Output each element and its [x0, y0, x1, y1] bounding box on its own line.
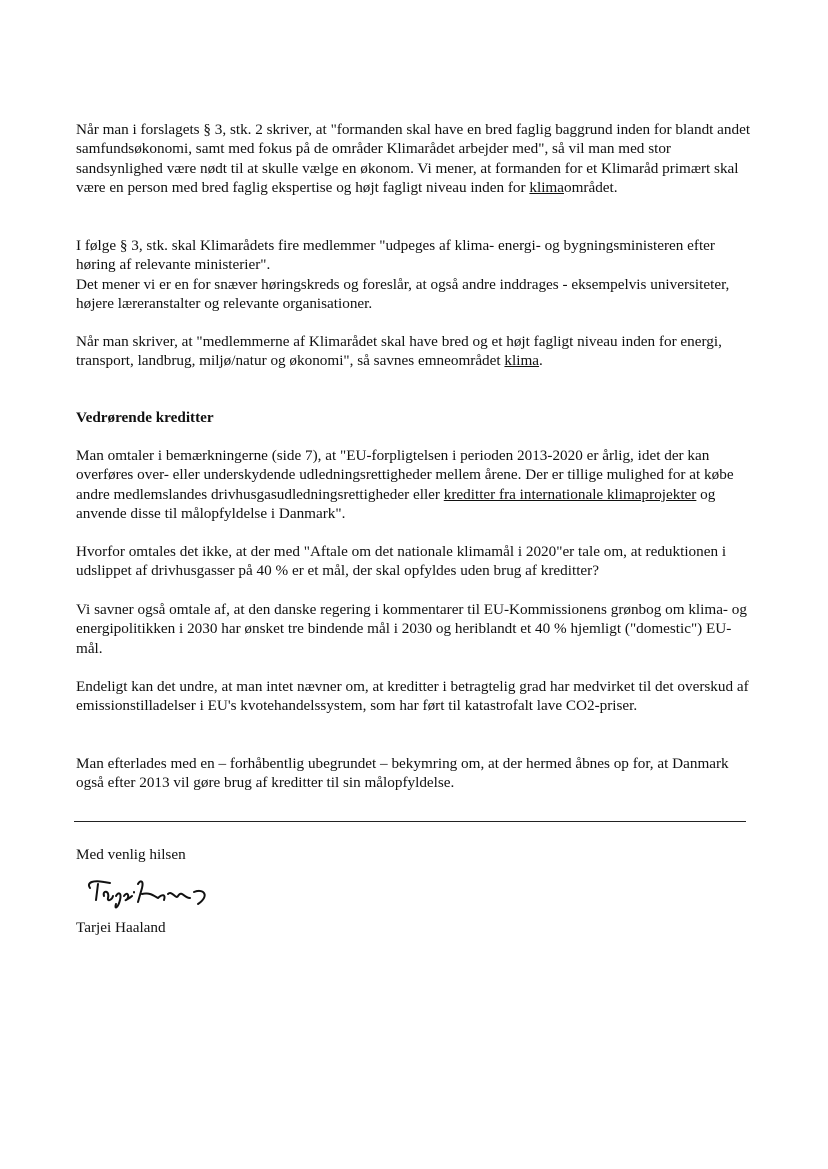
paragraph-hvorfor: Hvorfor omtales det ikke, at der med "Aftale om det nationale klimamål i 2020"er tale om, at reduktionen i udslippet af drivhusgasser på 40 % er et mål, der skal opfyldes uden brug af kreditter?: [76, 543, 727, 580]
signatory-name: Tarjei Haaland: [76, 919, 166, 936]
paragraph-line: Det mener vi er en for snæver høringskreds og foreslår, at også andre inddrages - eksempelvis universiteter, højere læreranstalter og relevante organisationer.: [76, 275, 730, 313]
underlined-phrase-kreditter: kreditter fra internationale klimaprojekter: [443, 485, 697, 503]
paragraph-text: Når man i forslagets § 3, stk. 2 skriver, at "formanden skal have en bred faglig baggrund inden for blandt andet samfundsøkonomi, samt med fokus på de områder Klimarådet arbejder med", så vil man med stor sandsynlighed være nødt til at skulle vælge en økonom. Vi mener, at formanden for et Klimaråd primært skal være en person med bred faglig ekspertise og højt fagligt niveau inden for: [76, 121, 751, 197]
paragraph-text: området.: [563, 179, 618, 197]
closing-greeting: Med venlig hilsen: [76, 846, 186, 863]
paragraph-groenbog: Vi savner også omtale af, at den danske regering i kommentarer til EU-Kommissionens grønbog om klima- og energipolitikken i 2030 har ønsket tre bindende mål i 2030 og heriblandt et 40 % hjemligt ("domestic") EU-mål.: [76, 601, 747, 657]
paragraph-text: .: [539, 352, 543, 370]
underlined-word-klima: klima: [504, 352, 540, 370]
underlined-word-klima: klima: [529, 179, 564, 197]
paragraph-kvotehandel: Endeligt kan det undre, at man intet nævner om, at kreditter i betragtelig grad har medvirket til det overskud af emissionstilladelser i EU's kvotehandelssystem, som har ført til katastrofalt lave CO2-priser.: [76, 678, 749, 715]
paragraph-formand: [76, 120, 756, 198]
paragraph-line: I følge § 3, stk. skal Klimarådets fire medlemmer "udpeges af klima- energi- og bygningsministeren efter høring af relevante ministerier".: [76, 237, 715, 274]
paragraph-text: Man omtaler i bemærkningerne (side 7), at "EU-forpligtelsen i perioden 2013-2020 er årlig, idet der kan overføres over- eller underskydende udledningsrettigheder mellem årene. Der er tillige mulighed for at købe andre medlemslandes drivhusgasudledningsrettigheder eller: [76, 447, 734, 503]
paragraph-bekymring: Man efterlades med en – forhåbentlig ubegrundet – bekymring om, at der hermed åbnes op for, at Danmark også efter 2013 vil gøre brug af kreditter til sin målopfyldelse.: [76, 755, 729, 792]
paragraph-text: Når man skriver, at "medlemmerne af Klimarådet skal have bred og et højt fagligt niveau inden for energi, transport, landbrug, miljø/natur og økonomi", så savnes emneområdet: [76, 333, 722, 370]
paragraph-bemaerkninger: [76, 446, 756, 524]
handwritten-signature: [80, 876, 220, 916]
horizontal-divider: [74, 821, 746, 822]
paragraph-text: og anvende disse til målopfyldelse i Danmark".: [76, 485, 716, 523]
section-heading: Vedrørende kreditter: [76, 409, 214, 426]
paragraph-fagligt-niveau: [76, 332, 756, 371]
paragraph-medlemmer: [76, 236, 756, 314]
